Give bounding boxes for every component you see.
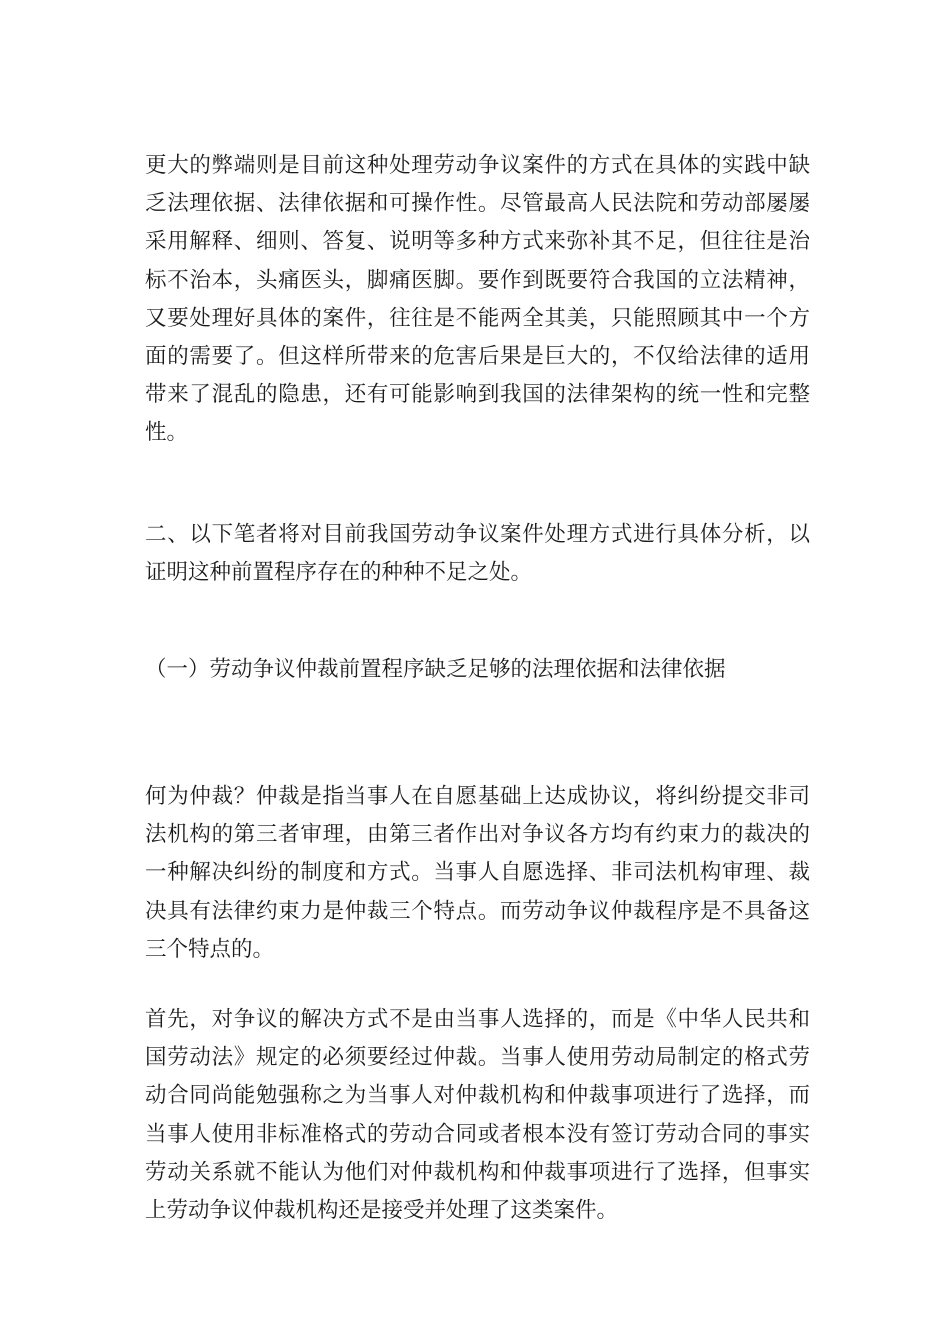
body-paragraph: 更大的弊端则是目前这种处理劳动争议案件的方式在具体的实践中缺乏法理依据、法律依据和可操作性。尽管最高人民法院和劳动部屡屡采用解释、细则、答复、说明等多种方式来弥补其不足，但往往是治标不治本，头痛医头，脚痛医脚。要作到既要符合我国的立法精神，又要处理好具体的案件，往往是不能两全其美，只能照顾其中一个方面的需要了。但这样所带来的危害后果是巨大的，不仅给法律的适用带来了混乱的隐患，还有可能影响到我国的法律架构的统一性和完整性。 <box>145 153 810 446</box>
section-heading-paragraph: 二、以下笔者将对目前我国劳动争议案件处理方式进行具体分析，以证明这种前置程序存在的种种不足之处。 <box>145 522 810 586</box>
body-paragraph: 何为仲裁？仲裁是指当事人在自愿基础上达成协议，将纠纷提交非司法机构的第三者审理，由第三者作出对争议各方均有约束力的裁决的一种解决纠纷的制度和方式。当事人自愿选择、非司法机构审理、裁决具有法律约束力是仲裁三个特点。而劳动争议仲裁程序是不具备这三个特点的。 <box>145 784 810 962</box>
subsection-heading: （一）劳动争议仲裁前置程序缺乏足够的法理依据和法律依据 <box>145 657 726 682</box>
body-paragraph: 首先，对争议的解决方式不是由当事人选择的，而是《中华人民共和国劳动法》规定的必须要经过仲裁。当事人使用劳动局制定的格式劳动合同尚能勉强称之为当事人对仲裁机构和仲裁事项进行了选择，而当事人使用非标准格式的劳动合同或者根本没有签订劳动合同的事实劳动关系就不能认为他们对仲裁机构和仲裁事项进行了选择，但事实上劳动争议仲裁机构还是接受并处理了这类案件。 <box>145 1007 810 1224</box>
